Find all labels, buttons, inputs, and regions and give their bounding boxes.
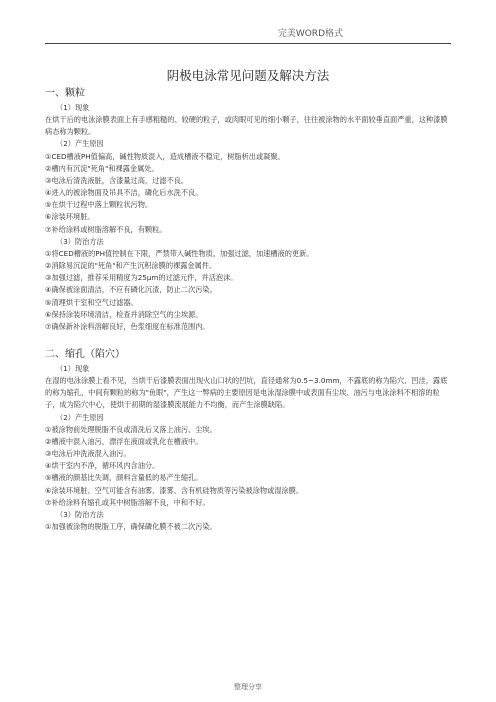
subsection-label: （3）防治方法 <box>56 509 104 519</box>
list-item: ②槽液中混入油污，漂浮在液面或乳化在槽液中。 <box>45 436 203 446</box>
list-item: ⑦补给涂料有缩孔或其中树脂溶解不良，中和不好。 <box>45 497 210 507</box>
list-item: ④烘干室内不净，循环风内含油分。 <box>45 461 160 471</box>
list-item: ①CED槽液PH值偏高，碱性物质混入，造成槽液不稳定，树脂析出或凝聚。 <box>45 151 285 161</box>
paragraph: 在湿的电泳涂膜上看不见，当烘干后漆膜表面出现火山口状的凹坑，直径通常为0.5~3.0mm，不露底的称为陷穴、凹洼，露底的称为缩孔，中间有颗粒的称为"鱼眼"，产生这一弊病的主要原因是电泳湿涂膜中或表面有尘埃、油污与电泳涂料不相溶的粒子，成为陷穴中心，使烘干初期的湿漆膜流展能力不均衡，而产生涂膜缺陷。 <box>45 376 448 410</box>
subsection-label: （2）产生原因 <box>56 139 104 149</box>
list-item: ①将CED槽液的PH值控制在下限，严禁带入碱性物质，加强过滤，加速槽液的更新。 <box>45 248 314 258</box>
list-item: ④进入的被涂物面及吊具不洁，磷化后水洗不良。 <box>45 188 203 198</box>
page-footer: 整理分享 <box>234 683 262 691</box>
subsection-label: （1）现象 <box>56 103 90 112</box>
document-title: 阴极电泳常见问题及解决方法 <box>166 68 330 83</box>
list-item: ③加强过滤，推荐采用精度为25μm的过滤元件，并活泡沫。 <box>45 273 238 283</box>
list-item: ⑥保持涂装环境清洁，检查并消除空气的尘埃源。 <box>45 309 203 319</box>
page-header: 完美WORD格式 <box>45 26 451 44</box>
document-body <box>45 86 452 533</box>
paragraph: 在烘干后的电泳涂膜表面上有手感粗糙的、较硬的粒子，或肉眼可见的细小颗子，往往被涂物的水平面较垂直面严重，这种漆膜病态称为颗粒。 <box>45 115 448 137</box>
list-item: ⑦确保新补涂料溶解良好，色浆细度在标准范围内。 <box>45 321 210 331</box>
list-item: ②槽内有沉淀"死角"和裸露金属处。 <box>45 163 159 173</box>
list-item: ⑥涂装环境脏。 <box>45 212 95 222</box>
list-item: ⑥涂装环境脏、空气可能含有油雾、漆雾、含有机硅物质等污染被涂物或湿涂膜。 <box>45 485 304 495</box>
list-item: ③电泳后冲洗液混入油污。 <box>45 449 131 459</box>
list-item: ⑦补给涂料或树脂溶解不良，有颗粒。 <box>45 224 167 234</box>
list-item: ⑤槽液的颜基比失调，颜料含量低的易产生缩孔。 <box>45 473 203 483</box>
list-item: ②消除易沉淀的"死角"和产生沉积涂膜的裸露金属件。 <box>45 261 217 271</box>
list-item: ①被涂物前处理脱脂不良或清洗后又落上油污、尘埃。 <box>45 424 217 434</box>
subsection-label: （3）防治方法 <box>56 236 104 246</box>
subsection-label: （2）产生原因 <box>56 412 104 422</box>
list-item: ⑤清理烘干室和空气过滤器。 <box>45 297 138 307</box>
list-item: ④确保被涂面清洁，不应有磷化沉渣，防止二次污染。 <box>45 285 217 295</box>
section-heading: 二、缩孔（陷穴） <box>45 348 125 360</box>
list-item: ①加强被涂物的脱脂工序，确保磷化膜不被二次污染。 <box>45 522 217 531</box>
section-heading: 一、颗粒 <box>45 88 85 99</box>
list-item: ③电泳后清洗液脏，含漆量过高，过滤不良。 <box>45 175 189 185</box>
subsection-label: （1）现象 <box>56 363 90 373</box>
list-item: ⑤在烘干过程中落上颗粒状污物。 <box>45 200 153 210</box>
